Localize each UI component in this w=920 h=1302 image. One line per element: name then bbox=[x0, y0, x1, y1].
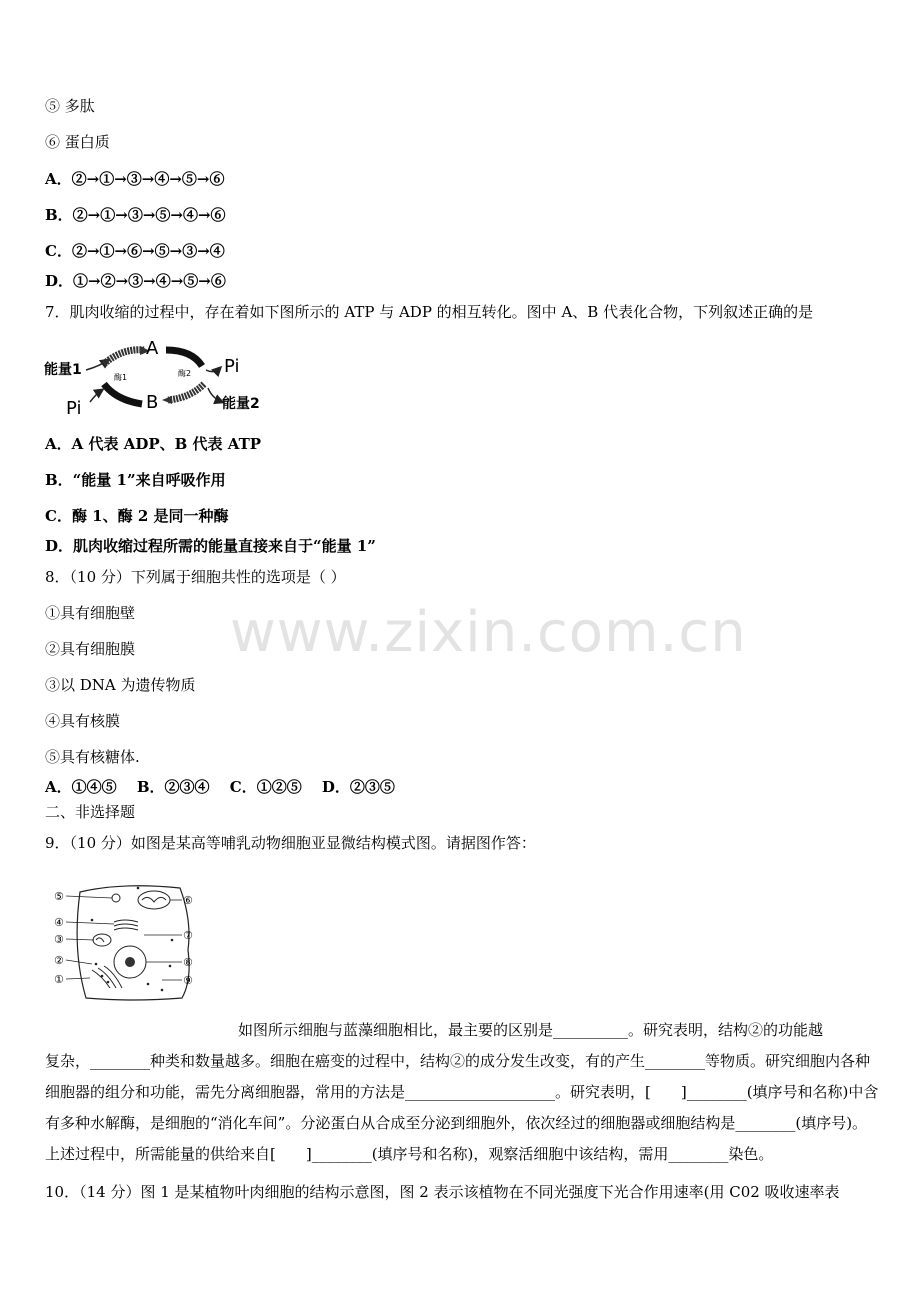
energy1-arrow bbox=[86, 360, 108, 370]
enzyme1-arc-bottom bbox=[104, 384, 142, 404]
energy2-arrow bbox=[208, 388, 222, 402]
question-8: 8．（10 分）下列属于细胞共性的选项是（ ） bbox=[45, 568, 346, 586]
q8-statement-4: ④具有核膜 bbox=[45, 712, 121, 730]
cell-label-9: ⑨ bbox=[183, 974, 193, 987]
vesicle bbox=[112, 894, 120, 902]
question-7: 7．肌肉收缩的过程中，存在着如下图所示的 ATP 与 ADP 的相互转化。图中 A、B 代表化合物，下列叙述正确的是 bbox=[45, 303, 814, 321]
q6-option-b: B．②→①→③→⑤→④→⑥ bbox=[45, 206, 226, 224]
q8-statement-2: ②具有细胞膜 bbox=[45, 640, 136, 658]
q7-option-c: C．酶 1、酶 2 是同一种酶 bbox=[45, 507, 229, 525]
q7-option-a: A．A 代表 ADP、B 代表 ATP bbox=[45, 435, 262, 453]
atp-adp-diagram bbox=[42, 336, 282, 422]
option-item6: ⑥ 蛋白质 bbox=[45, 133, 110, 151]
cell-label-5: ⑤ bbox=[54, 890, 64, 903]
q9-body-paragraph: 复杂，________种类和数量越多。细胞在癌变的过程中，结构②的成分发生改变，有的产生________等物质。研究细胞内各种细胞器的组分和功能，需先分离细胞器，常用的方法是____________________。研究表明，[ ]________(填序号和名称)中含有多种水解酶，是细胞的“消化车间”。分泌蛋白从合成至分泌到细胞外，依次经过的细胞器或细胞结构是________(填序号)。上述过程中，所需能量的供给来自[ ]________(填序号和名称)，观察活细胞中该结构，需用________染色。 bbox=[45, 1052, 879, 1163]
label-b: B bbox=[146, 392, 159, 413]
cell-label-7: ⑦ bbox=[183, 929, 193, 942]
q6-option-c: C．②→①→⑥→⑤→③→④ bbox=[45, 242, 225, 260]
pi-right-label: Pi bbox=[224, 356, 240, 377]
q6-option-a: A．②→①→③→④→⑤→⑥ bbox=[45, 170, 225, 188]
section-heading: 二、非选择题 bbox=[45, 803, 136, 821]
rough-er bbox=[92, 966, 122, 988]
enzyme2-arc-top bbox=[166, 350, 202, 366]
nucleolus bbox=[125, 957, 135, 967]
q8-statement-1: ①具有细胞壁 bbox=[45, 604, 136, 622]
pi-right-arrow bbox=[206, 368, 220, 372]
energy2-label: 能量2 bbox=[222, 396, 260, 412]
cell-label-6: ⑥ bbox=[183, 894, 193, 907]
q6-option-d: D．①→②→③→④→⑤→⑥ bbox=[45, 272, 226, 290]
q7-option-d: D．肌肉收缩过程所需的能量直接来自于“能量 1” bbox=[45, 537, 376, 555]
pi-left-label: Pi bbox=[66, 398, 82, 419]
option-item5: ⑤ 多肽 bbox=[45, 97, 95, 115]
q8-statement-3: ③以 DNA 为遗传物质 bbox=[45, 676, 196, 694]
enzyme2-label: 酶2 bbox=[178, 369, 192, 378]
mitochondrion-large bbox=[138, 891, 170, 909]
ribosome-dots bbox=[91, 887, 174, 992]
cell-label-8: ⑧ bbox=[183, 956, 193, 969]
golgi-stacks bbox=[114, 920, 138, 930]
label-a: A bbox=[146, 338, 159, 359]
watermark: www.zixin.com.cn bbox=[230, 600, 747, 665]
enzyme1-label: 酶1 bbox=[114, 373, 128, 382]
enzyme2-arc-bottom bbox=[168, 384, 204, 400]
q9-body-line1: 如图所示细胞与蓝藻细胞相比，最主要的区别是__________。研究表明，结构②的功能越 bbox=[238, 1021, 824, 1039]
question-9: 9．（10 分）如图是某高等哺乳动物细胞亚显微结构模式图。请据图作答： bbox=[45, 834, 536, 852]
cell-label-2: ② bbox=[54, 954, 64, 967]
question-10: 10．（14 分）图 1 是某植物叶肉细胞的结构示意图，图 2 表示该植物在不同光强度下光合作用速率(用 C02 吸收速率表 bbox=[45, 1183, 840, 1201]
q8-answer-options: A．①④⑤ B．②③④ C．①②⑤ D．②③⑤ bbox=[45, 778, 395, 796]
enzyme1-arc bbox=[104, 350, 144, 364]
energy1-label: 能量1 bbox=[44, 362, 82, 378]
q7-option-b: B．“能量 1”来自呼吸作用 bbox=[45, 471, 226, 489]
q8-statement-5: ⑤具有核糖体. bbox=[45, 748, 140, 766]
cell-label-4: ④ bbox=[54, 916, 64, 929]
cell-label-3: ③ bbox=[54, 933, 64, 946]
label-lines bbox=[66, 896, 182, 980]
pi-left-arrow bbox=[90, 390, 102, 402]
cell-label-1: ① bbox=[54, 973, 64, 986]
animal-cell-diagram bbox=[52, 880, 200, 1004]
mitochondrion-small bbox=[93, 934, 111, 946]
